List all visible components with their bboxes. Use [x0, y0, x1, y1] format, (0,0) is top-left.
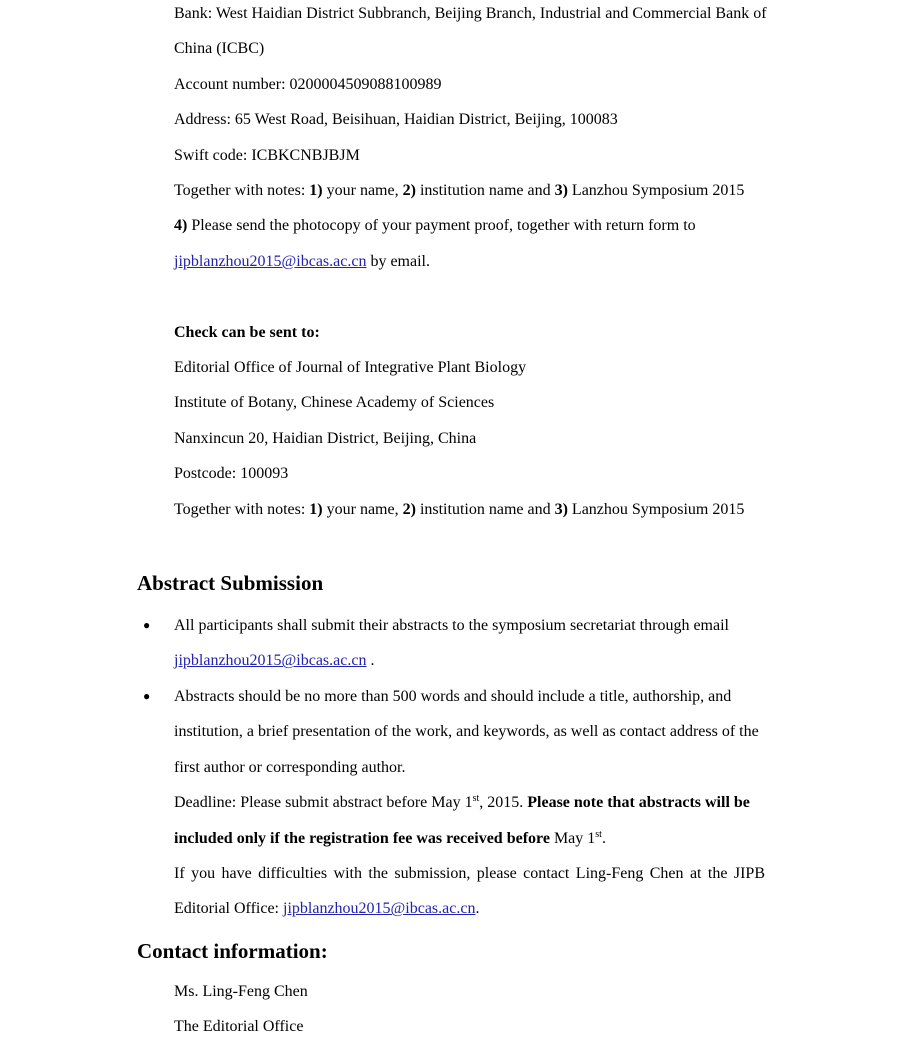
contact-section: [137, 974, 765, 1045]
note-number-1: 1): [309, 182, 323, 200]
deadline-bold-2: included only if the registration fee was received before: [174, 829, 550, 847]
bullet1-line-2: [174, 643, 765, 678]
difficulties-line-2: [174, 891, 765, 926]
superscript-st: st: [472, 793, 480, 805]
bullet-item-submit: [137, 608, 765, 679]
contact-information-heading: Contact information:: [137, 938, 328, 963]
deadline-end: .: [601, 829, 606, 847]
deadline-post: May 1: [549, 829, 596, 847]
deadline-bold-1: Please note that abstracts will be: [527, 794, 750, 812]
note-text-4: Please send the photocopy of your payment proof, together with return form to: [187, 217, 696, 235]
payment-email-link[interactable]: jipblanzhou2015@ibcas.ac.cn: [174, 252, 367, 270]
note-text-2: institution name and: [415, 500, 555, 518]
note-text-1: your name,: [322, 182, 403, 200]
bullet1-suffix: .: [366, 652, 375, 670]
note-number-2: 2): [402, 182, 416, 200]
note-number-3: 3): [554, 500, 568, 518]
bullet-icon: ●: [143, 618, 151, 633]
deadline-line-2: [174, 821, 765, 856]
address-line: Address: 65 West Road, Beisihuan, Haidian District, Beijing, 100083: [174, 111, 618, 129]
abstract-submission-heading: Abstract Submission: [137, 571, 324, 596]
check-notes-line: [174, 492, 765, 527]
deadline-line-1: [174, 785, 765, 820]
check-line-4: Postcode: 100093: [174, 465, 289, 483]
payment-email-suffix: by email.: [366, 252, 430, 270]
note-number-1: 1): [309, 500, 323, 518]
contact-name-line: Ms. Ling-Feng Chen: [174, 982, 308, 1000]
note-text-3: Lanzhou Symposium 2015: [567, 500, 745, 518]
check-line-1: Editorial Office of Journal of Integrative Plant Biology: [174, 359, 527, 377]
bullet-icon: ●: [143, 688, 151, 703]
note-text-3: Lanzhou Symposium 2015: [567, 182, 745, 200]
superscript-st: st: [595, 828, 602, 840]
deadline-paragraph: [137, 785, 765, 856]
notes-prefix: Together with notes:: [174, 182, 310, 200]
difficulties-suffix: .: [475, 900, 480, 918]
abstract-bullet-list: [137, 608, 765, 785]
bullet2-line-3: first author or corresponding author.: [174, 758, 406, 776]
contact-office-line: The Editorial Office: [174, 1018, 304, 1036]
blank-line: [137, 279, 765, 314]
bullet1-line-1: All participants shall submit their abstracts to the symposium secretariat through email: [174, 617, 729, 635]
payment-note4-line: [174, 208, 765, 243]
note-number-2: 2): [402, 500, 416, 518]
bank-line-2: China (ICBC): [174, 40, 265, 58]
difficulties-line-1: If you have difficulties with the submission, please contact Ling-Feng Chen at the JIPB: [174, 864, 765, 882]
check-heading: Check can be sent to:: [174, 323, 320, 341]
payment-email-line: [174, 244, 765, 279]
note-number-4: 4): [174, 217, 188, 235]
abstract-email-link[interactable]: jipblanzhou2015@ibcas.ac.cn: [174, 652, 367, 670]
check-line-2: Institute of Botany, Chinese Academy of Sciences: [174, 394, 495, 412]
bullet-item-requirements: [137, 679, 765, 785]
bullet2-line-1: Abstracts should be no more than 500 words and should include a title, authorship, and: [174, 687, 732, 705]
payment-notes-line: [174, 173, 765, 208]
bullet2-line-2: institution, a brief presentation of the work, and keywords, as well as contact address of the: [174, 723, 759, 741]
swift-code-line: Swift code: ICBKCNBJBJM: [174, 146, 360, 164]
deadline-pre: Deadline: Please submit abstract before May 1: [174, 794, 473, 812]
difficulties-paragraph: [137, 856, 765, 927]
document-content: [137, 0, 765, 1045]
deadline-mid: , 2015.: [479, 794, 528, 812]
bank-line-1: Bank: West Haidian District Subbranch, Beijing Branch, Industrial and Commercial Bank of: [174, 5, 767, 22]
notes-prefix: Together with notes:: [174, 500, 310, 518]
note-text-2: institution name and: [415, 182, 555, 200]
account-number-line: Account number: 0200004509088100989: [174, 75, 442, 93]
payment-details-section: [137, 0, 765, 279]
difficulties-prefix: Editorial Office:: [174, 900, 283, 918]
difficulties-email-link[interactable]: jipblanzhou2015@ibcas.ac.cn: [283, 900, 476, 918]
check-line-3: Nanxincun 20, Haidian District, Beijing, China: [174, 429, 477, 447]
note-text-1: your name,: [322, 500, 403, 518]
check-section: [137, 315, 765, 527]
note-number-3: 3): [554, 182, 568, 200]
